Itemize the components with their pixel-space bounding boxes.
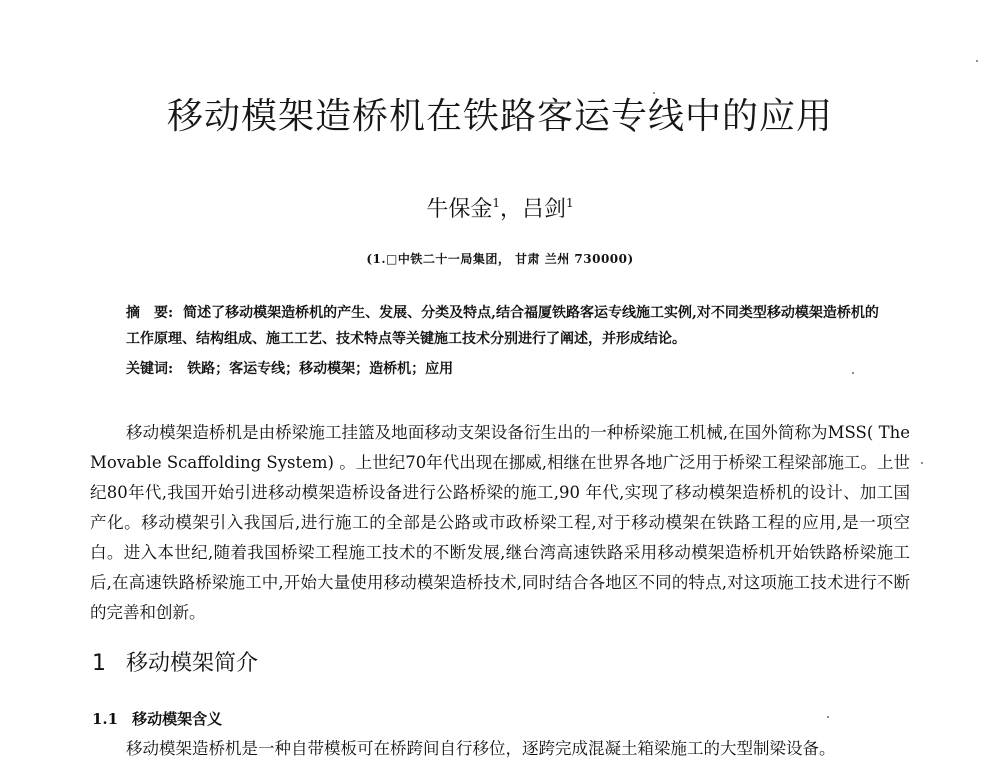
- section-heading: [92, 646, 258, 677]
- abstract: [126, 300, 886, 352]
- author-name: 吕剑: [522, 197, 567, 222]
- section-title: 移动模架简介: [126, 651, 259, 676]
- subsection-paragraph: 移动模架造桥机是一种自带模板可在桥跨间自行移位，逐跨完成混凝土箱梁施工的大型制梁设备。: [126, 739, 836, 758]
- author-separator: ，: [499, 197, 522, 222]
- section-number: 1: [92, 651, 106, 676]
- subsection-heading: [92, 708, 222, 729]
- scan-speck: [827, 716, 829, 718]
- scan-speck: [852, 372, 854, 374]
- keywords-label: 关键词:: [126, 361, 174, 377]
- author-line: [0, 192, 1000, 223]
- author-affiliation-mark: 1: [492, 196, 500, 210]
- author-name: 牛保金: [426, 197, 493, 222]
- scan-speck: [921, 462, 923, 464]
- paper-title: 移动模架造桥机在铁路客运专线中的应用: [166, 96, 833, 137]
- intro-paragraph: 移动模架造桥机是由桥梁施工挂篮及地面移动支架设备衍生出的一种桥梁施工机械,在国外简称为MSS( The Movable Scaffolding System) 。上世纪70年代出现在挪威,相继在世界各地广泛用于桥梁工程梁部施工。上世纪80年代,我国开始引进移动模架造桥设备进行公路桥梁的施工,90 年代,实现了移动模架造桥机的设计、加工国产化。移动模架引入我国后,进行施工的全部是公路或市政桥梁工程,对于移动模架在铁路工程的应用,是一项空白。进入本世纪,随着我国桥梁工程施工技术的不断发展,继台湾高速铁路采用移动模架造桥机开始铁路桥梁施工后,在高速铁路桥梁施工中,开始大量使用移动模架造桥技术,同时结合各地区不同的特点,对这项施工技术进行不断的完善和创新。: [90, 423, 910, 622]
- author-affiliation-mark: 1: [566, 196, 574, 210]
- keywords: [126, 358, 886, 380]
- scan-speck: [976, 60, 978, 62]
- subsection-title: 移动模架含义: [132, 710, 223, 728]
- abstract-text: 简述了移动模架造桥机的产生、发展、分类及特点,结合福厦铁路客运专线施工实例,对不同类型移动模架造桥机的工作原理、结构组成、施工工艺、技术特点等关键施工技术分别进行了阐述，并形成结论。: [126, 305, 879, 347]
- affiliation: (1.□中铁二十一局集团， 甘肃 兰州 730000): [366, 252, 634, 266]
- subsection-number: 1.1: [92, 710, 119, 728]
- keywords-text: 铁路；客运专线；移动模架；造桥机；应用: [187, 361, 454, 377]
- scan-speck: [653, 92, 655, 94]
- abstract-label: 摘 要:: [126, 305, 174, 321]
